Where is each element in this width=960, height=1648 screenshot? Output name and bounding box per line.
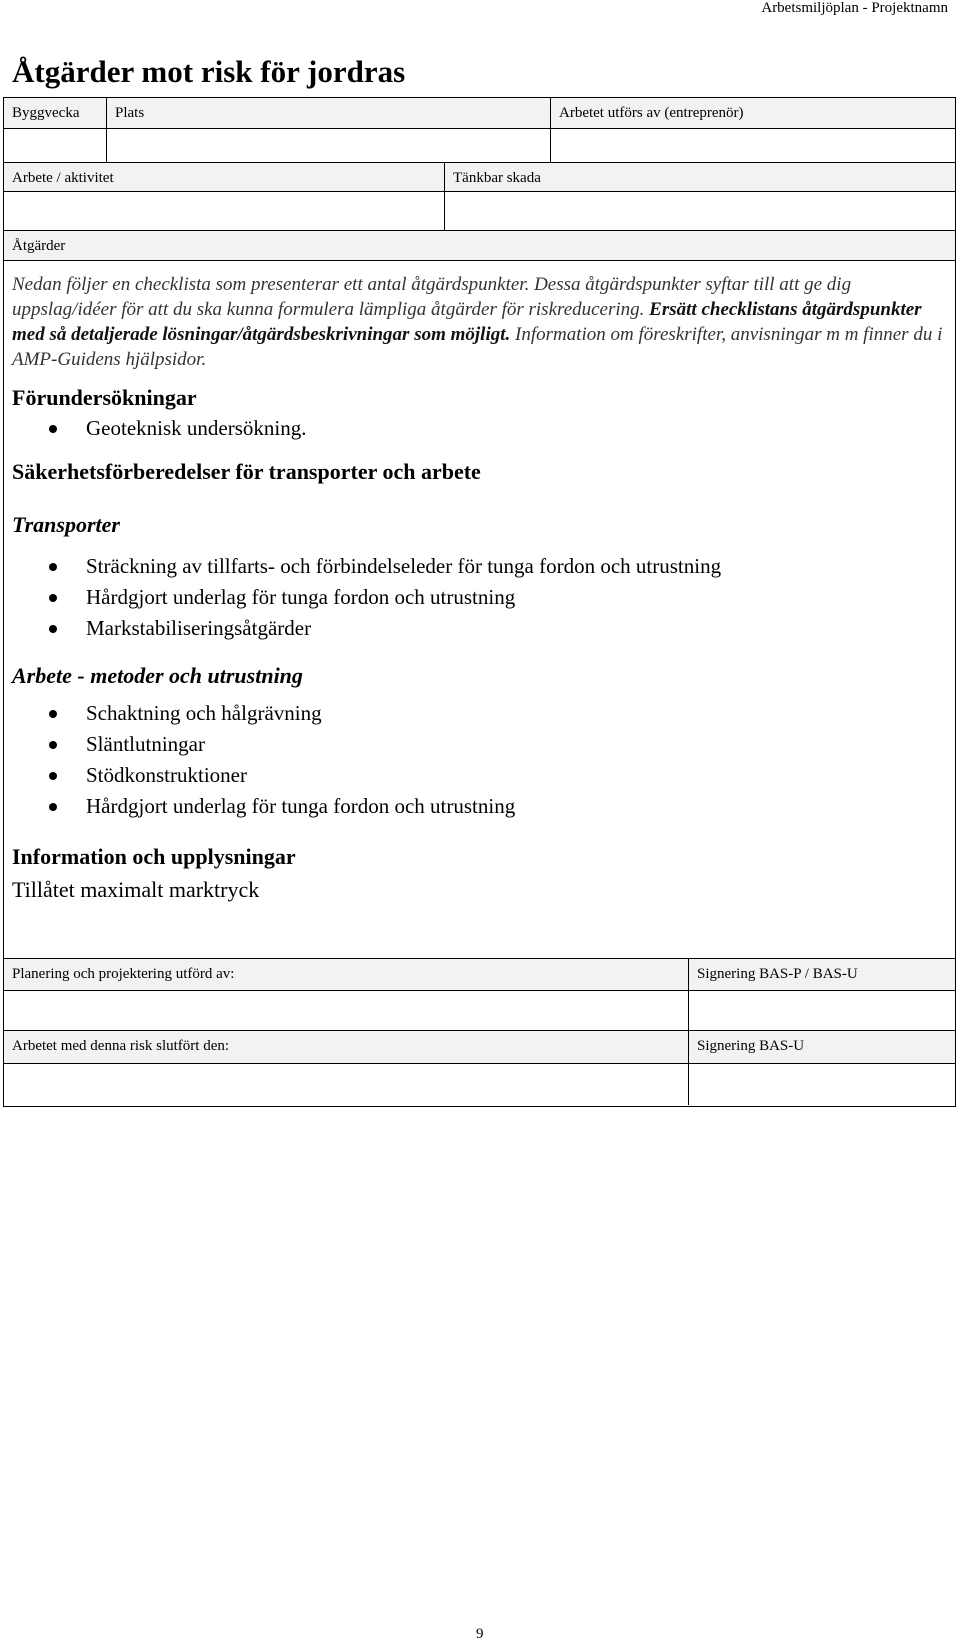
intro-part-3: Information om föreskrifter, anvisningar m m finner du i AMP-Guidens hjälpsidor. xyxy=(12,324,943,370)
list-item xyxy=(12,582,947,613)
subsection-heading-arbete: Arbete - metoder och utrustning xyxy=(12,663,303,688)
signoff-form xyxy=(3,958,956,1107)
list-item xyxy=(12,613,947,644)
slutfort-field[interactable] xyxy=(4,1064,689,1105)
list-item xyxy=(12,698,947,729)
information-text: Tillåtet maximalt marktryck xyxy=(12,877,260,902)
skada-field[interactable] xyxy=(445,192,955,230)
byggvecka-label: Byggvecka xyxy=(4,98,107,128)
list-item xyxy=(12,760,947,791)
skada-label: Tänkbar skada xyxy=(445,163,955,191)
page-title: Åtgärder mot risk för jordras xyxy=(12,54,406,89)
signering-bas-pu-label: Signering BAS-P / BAS-U xyxy=(689,959,955,990)
signoff-input-row-2 xyxy=(4,1064,955,1105)
bullet-icon xyxy=(49,741,57,749)
section-heading-forundersokningar: Förundersökningar xyxy=(12,385,197,410)
signoff-label-row-1 xyxy=(4,959,955,991)
page-number: 9 xyxy=(476,1626,484,1642)
list-item-text: Geoteknisk undersökning. xyxy=(86,416,307,440)
aktivitet-field[interactable] xyxy=(4,192,445,230)
plats-label: Plats xyxy=(107,98,551,128)
forundersokningar-list xyxy=(12,413,947,444)
bullet-icon xyxy=(49,425,57,433)
running-header: Arbetsmiljöplan - Projektnamn xyxy=(761,0,948,16)
form-input-row-2 xyxy=(4,192,955,231)
entreprenor-field[interactable] xyxy=(551,129,955,162)
list-item xyxy=(12,729,947,760)
list-item xyxy=(12,551,947,582)
checklist-content xyxy=(12,272,947,905)
section-heading-sakerhet: Säkerhetsförberedelser för transporter och arbete xyxy=(12,459,481,484)
arbete-list xyxy=(12,698,947,822)
bullet-icon xyxy=(49,625,57,633)
list-item-text: Markstabiliseringsåtgärder xyxy=(86,616,312,640)
list-item-text: Schaktning och hålgrävning xyxy=(86,701,322,725)
list-item-text: Hårdgjort underlag för tunga fordon och utrustning xyxy=(86,585,516,609)
bullet-icon xyxy=(49,772,57,780)
list-item xyxy=(12,413,947,444)
list-item-text: Hårdgjort underlag för tunga fordon och utrustning xyxy=(86,794,516,818)
atgarder-label: Åtgärder xyxy=(4,231,955,260)
form-label-row-1 xyxy=(4,98,955,129)
slutfort-label: Arbetet med denna risk slutfört den: xyxy=(4,1031,689,1063)
list-item-text: Släntlutningar xyxy=(86,732,205,756)
signoff-label-row-2 xyxy=(4,1031,955,1064)
entreprenor-label: Arbetet utförs av (entreprenör) xyxy=(551,98,955,128)
aktivitet-label: Arbete / aktivitet xyxy=(4,163,445,191)
intro-part-1: Nedan följer en checklista som presenterar ett antal åtgärdspunkter. Dessa åtgärdspunkter syftar till att ge dig uppslag/idéer för att du ska kunna formulera lämpliga åtgärder för riskreducering. xyxy=(12,274,852,320)
bullet-icon xyxy=(49,594,57,602)
bullet-icon xyxy=(49,803,57,811)
signering-bas-u-label: Signering BAS-U xyxy=(689,1031,955,1063)
form-label-row-2 xyxy=(4,163,955,192)
signering-bas-u-field[interactable] xyxy=(689,1064,955,1105)
list-item xyxy=(12,791,947,822)
list-item-text: Sträckning av tillfarts- och förbindelseleder för tunga fordon och utrustning xyxy=(86,554,722,578)
planering-field[interactable] xyxy=(4,991,689,1030)
bullet-icon xyxy=(49,710,57,718)
subsection-heading-transporter: Transporter xyxy=(12,512,120,537)
byggvecka-field[interactable] xyxy=(4,129,107,162)
signering-bas-pu-field[interactable] xyxy=(689,991,955,1030)
form-label-row-3 xyxy=(4,231,955,261)
intro-part-2: Ersätt checklistans åtgärdspunkter med så detaljerade lösningar/åtgärdsbeskrivningar som möjligt. xyxy=(12,299,922,345)
bullet-icon xyxy=(49,563,57,571)
form-input-row-1 xyxy=(4,129,955,163)
transporter-list xyxy=(12,551,947,644)
plats-field[interactable] xyxy=(107,129,551,162)
list-item-text: Stödkonstruktioner xyxy=(86,763,247,787)
section-heading-information: Information och upplysningar xyxy=(12,844,296,869)
signoff-input-row-1 xyxy=(4,991,955,1031)
intro-paragraph xyxy=(12,272,947,372)
planering-label: Planering och projektering utförd av: xyxy=(4,959,689,990)
